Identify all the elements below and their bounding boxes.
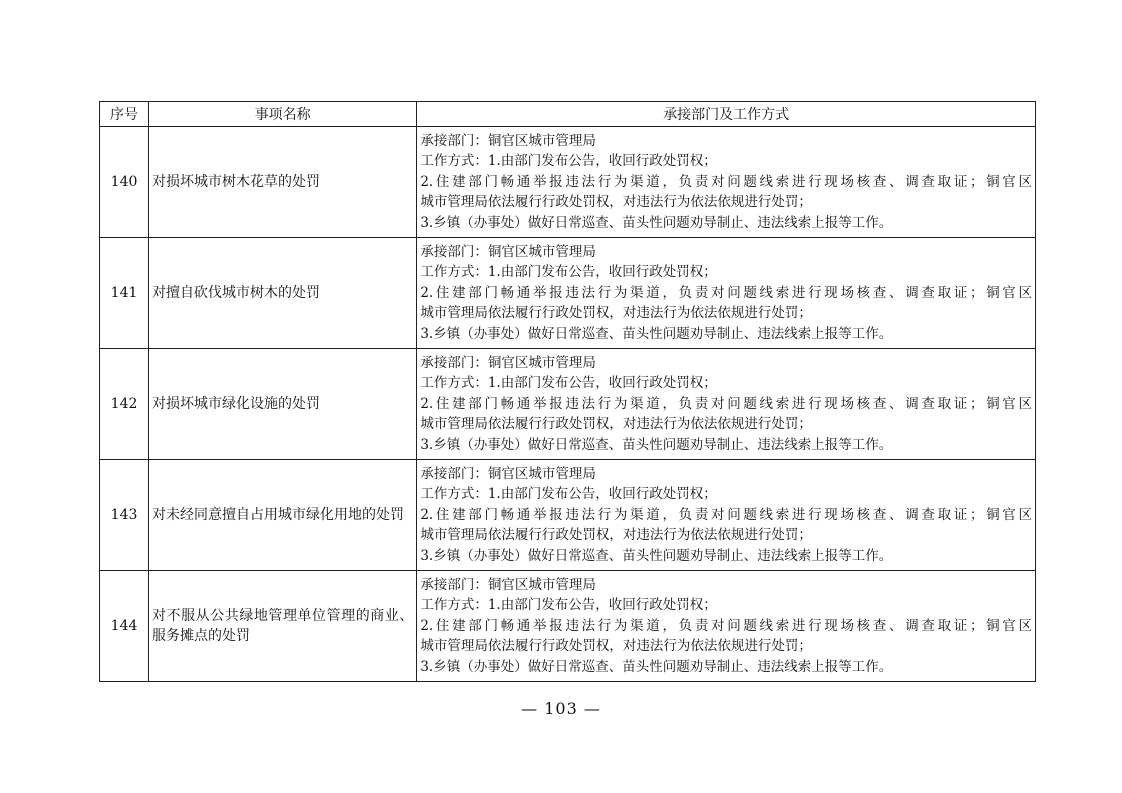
method-line: 城市管理局依法履行行政处罚权，对违法行为依法依规进行处罚； <box>420 194 812 211</box>
header-dept: 承接部门及工作方式 <box>417 102 1036 127</box>
method-line: 城市管理局依法履行行政处罚权，对违法行为依法依规进行处罚； <box>420 527 812 544</box>
method-line: 3.乡镇（办事处）做好日常巡查、苗头性问题劝导制止、违法线索上报等工作。 <box>420 436 893 453</box>
method-line: 2.住建部门畅通举报违法行为渠道，负责对问题线索进行现场核查、调查取证；铜官区 <box>420 173 1032 190</box>
table-row <box>100 127 1036 238</box>
row-number: 140 <box>100 127 149 238</box>
row-item-name: 对损坏城市绿化设施的处罚 <box>149 349 417 460</box>
page-number: — 103 — <box>521 699 601 718</box>
row-item-name: 对擅自砍伐城市树木的处罚 <box>149 238 417 349</box>
table-row <box>100 238 1036 349</box>
dept-line: 承接部门：铜官区城市管理局 <box>420 132 596 149</box>
row-item-name: 对不服从公共绿地管理单位管理的商业、服务摊点的处罚 <box>149 571 417 682</box>
method-line: 工作方式：1.由部门发布公告，收回行政处罚权； <box>420 597 717 614</box>
dept-line: 承接部门：铜官区城市管理局 <box>420 354 596 371</box>
table-header-row <box>100 102 1036 127</box>
table-row <box>100 571 1036 682</box>
dept-line: 承接部门：铜官区城市管理局 <box>420 576 596 593</box>
row-number: 143 <box>100 460 149 571</box>
method-line: 2.住建部门畅通举报违法行为渠道，负责对问题线索进行现场核查、调查取证；铜官区 <box>420 284 1032 301</box>
dept-line: 承接部门：铜官区城市管理局 <box>420 243 596 260</box>
method-line: 城市管理局依法履行行政处罚权，对违法行为依法依规进行处罚； <box>420 416 812 433</box>
header-no: 序号 <box>100 102 149 127</box>
row-number: 141 <box>100 238 149 349</box>
method-line: 2.住建部门畅通举报违法行为渠道，负责对问题线索进行现场核查、调查取证；铜官区 <box>420 395 1032 412</box>
method-line: 3.乡镇（办事处）做好日常巡查、苗头性问题劝导制止、违法线索上报等工作。 <box>420 325 893 342</box>
table-row <box>100 460 1036 571</box>
method-line: 城市管理局依法履行行政处罚权，对违法行为依法依规进行处罚； <box>420 305 812 322</box>
method-line: 3.乡镇（办事处）做好日常巡查、苗头性问题劝导制止、违法线索上报等工作。 <box>420 658 893 675</box>
row-dept-method <box>417 127 1036 238</box>
method-line: 工作方式：1.由部门发布公告，收回行政处罚权； <box>420 153 717 170</box>
method-line: 工作方式：1.由部门发布公告，收回行政处罚权； <box>420 486 717 503</box>
row-dept-method <box>417 571 1036 682</box>
method-line: 工作方式：1.由部门发布公告，收回行政处罚权； <box>420 264 717 281</box>
row-number: 144 <box>100 571 149 682</box>
row-dept-method <box>417 460 1036 571</box>
row-dept-method <box>417 349 1036 460</box>
row-item-name: 对未经同意擅自占用城市绿化用地的处罚 <box>149 460 417 571</box>
method-line: 3.乡镇（办事处）做好日常巡查、苗头性问题劝导制止、违法线索上报等工作。 <box>420 214 893 231</box>
header-name: 事项名称 <box>149 102 417 127</box>
row-number: 142 <box>100 349 149 460</box>
dept-line: 承接部门：铜官区城市管理局 <box>420 465 596 482</box>
method-line: 城市管理局依法履行行政处罚权，对违法行为依法依规进行处罚； <box>420 638 812 655</box>
method-line: 2.住建部门畅通举报违法行为渠道，负责对问题线索进行现场核查、调查取证；铜官区 <box>420 506 1032 523</box>
row-dept-method <box>417 238 1036 349</box>
row-item-name: 对损坏城市树木花草的处罚 <box>149 127 417 238</box>
method-line: 3.乡镇（办事处）做好日常巡查、苗头性问题劝导制止、违法线索上报等工作。 <box>420 547 893 564</box>
table-row <box>100 349 1036 460</box>
method-line: 2.住建部门畅通举报违法行为渠道，负责对问题线索进行现场核查、调查取证；铜官区 <box>420 617 1032 634</box>
items-table <box>99 101 1036 682</box>
method-line: 工作方式：1.由部门发布公告，收回行政处罚权； <box>420 375 717 392</box>
